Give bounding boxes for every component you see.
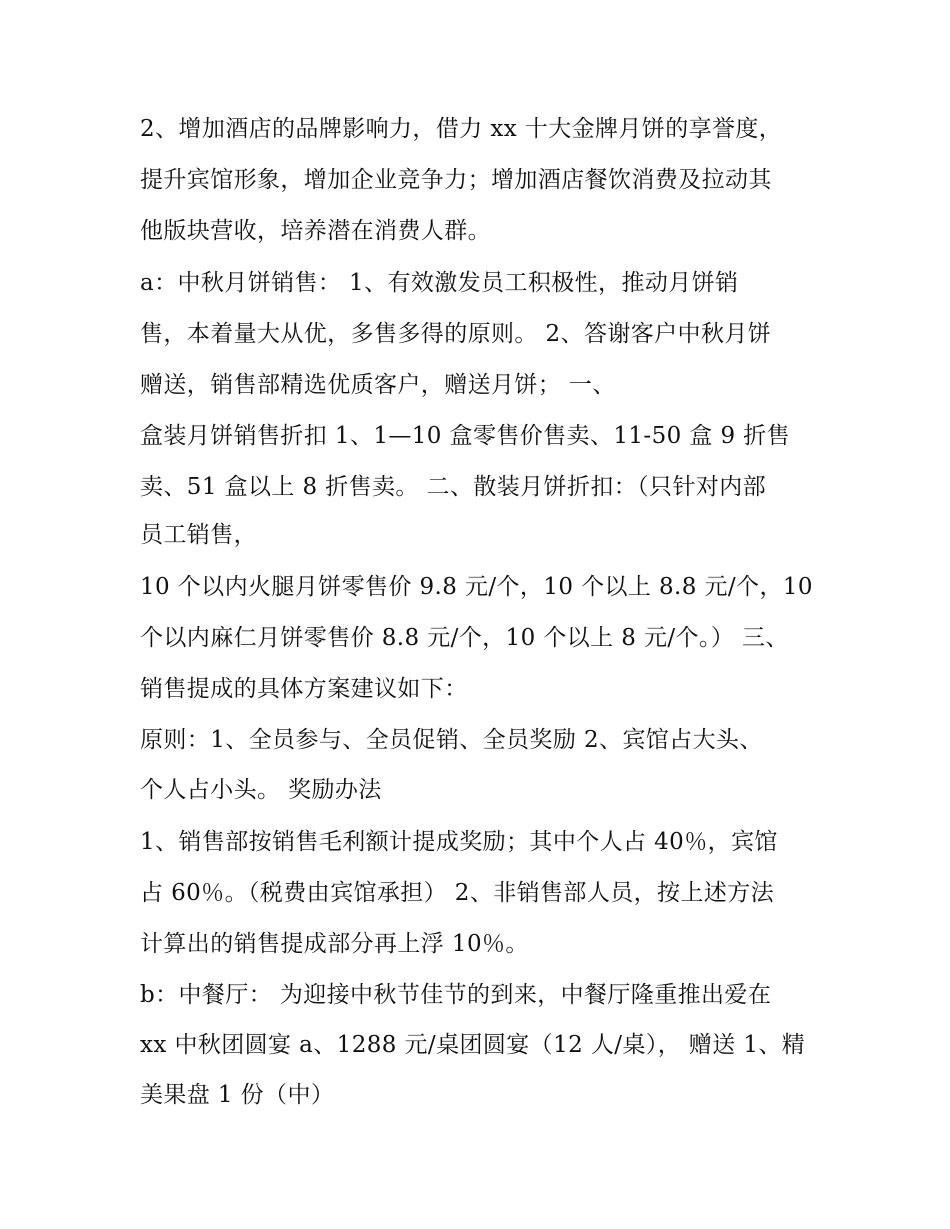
text-line: 盒装月饼销售折扣 1、1—10 盒零售价售卖、11-50 盒 9 折售 (140, 423, 791, 449)
text-line: 2、增加酒店的品牌影响力，借力 xx 十大金牌月饼的享誉度， (140, 116, 783, 142)
text-line: 员工销售， (140, 522, 257, 548)
text-line: 个人占小头。 奖励办法 (140, 777, 382, 803)
text-line: 占 60％。（税费由宾馆承担） 2、非销售部人员，按上述方法 (140, 880, 775, 906)
text-line: 售，本着量大从优，多售多得的原则。 2、答谢客户中秋月饼 (140, 321, 772, 347)
text-line: 赠送，销售部精选优质客户，赠送月饼； 一、 (140, 372, 616, 398)
text-line: 10 个以内火腿月饼零售价 9.8 元/个，10 个以上 8.8 元/个，10 (140, 574, 813, 600)
text-line: xx 中秋团圆宴 a、1288 元/桌团圆宴（12 人/桌）， 赠送 1、精 (140, 1032, 806, 1058)
text-line: 销售提成的具体方案建议如下： (140, 676, 468, 702)
text-line: b：中餐厅： 为迎接中秋节佳节的到来，中餐厅隆重推出爱在 (140, 982, 772, 1008)
text-line: 原则：1、全员参与、全员促销、全员奖励 2、宾馆占大头、 (140, 727, 763, 753)
text-line: 1、销售部按销售毛利额计提成奖励；其中个人占 40％，宾馆 (140, 829, 778, 855)
text-line: 计算出的销售提成部分再上浮 10％。 (140, 931, 529, 957)
text-line: 提升宾馆形象，增加企业竞争力；增加酒店餐饮消费及拉动其 (140, 167, 772, 193)
text-line: 个以内麻仁月饼零售价 8.8 元/个，10 个以上 8 元/个。） 三、 (140, 625, 789, 651)
text-line: 卖、51 盒以上 8 折售卖。 二、散装月饼折扣：（只针对内部 (140, 474, 767, 500)
text-line: a：中秋月饼销售： 1、有效激发员工积极性，推动月饼销 (140, 270, 739, 296)
text-line: 他版块营收，培养潜在消费人群。 (140, 218, 491, 244)
text-line: 美果盘 1 份（中） (140, 1082, 335, 1108)
